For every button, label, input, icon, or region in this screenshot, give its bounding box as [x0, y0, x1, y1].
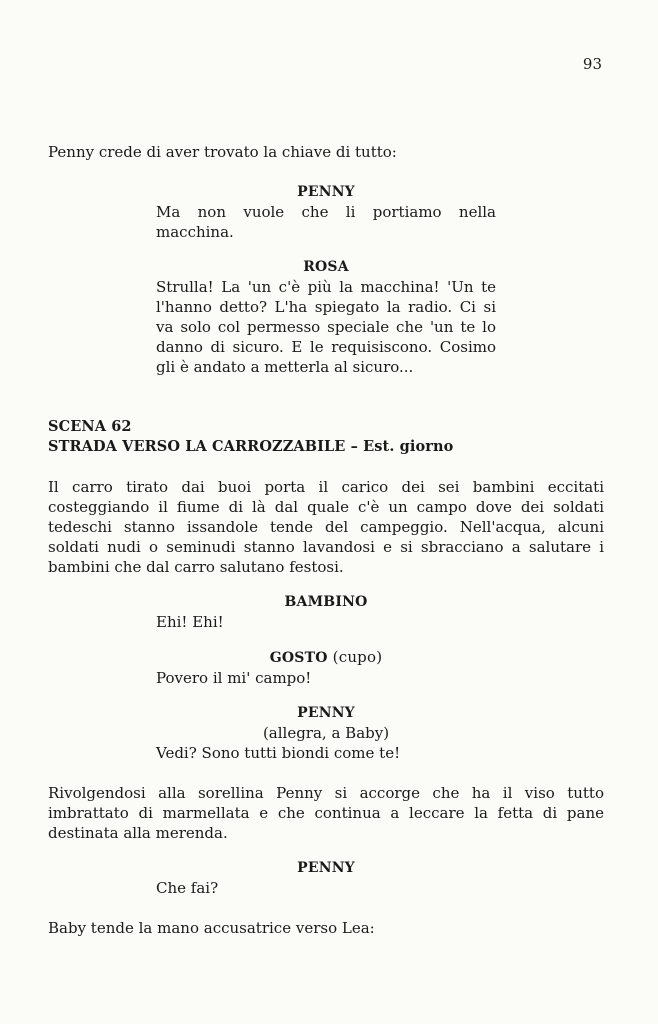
scene-heading: STRADA VERSO LA CARROZZABILE – Est. giorno — [48, 438, 454, 455]
speaker-name: BAMBINO — [284, 594, 368, 610]
dialogue-line: Che fai? — [156, 879, 219, 897]
speaker-name: PENNY — [297, 860, 355, 876]
action-paragraph-4: Baby tende la mano accusatrice verso Lea: — [48, 919, 375, 937]
parenthetical: (allegra, a Baby) — [262, 724, 390, 742]
dialogue-bambino — [156, 592, 496, 632]
page-number: 93 — [582, 55, 602, 73]
dialogue-rosa — [156, 257, 496, 377]
action-paragraph-3: Rivolgendosi alla sorellina Penny si accorge che ha il viso tutto imbrattato di marmellata e che continua a leccare la fetta di pane destinata alla merenda. — [48, 784, 604, 842]
speaker-heading — [156, 647, 496, 668]
dialogue-line: Ehi! Ehi! — [156, 613, 224, 631]
parenthetical: (cupo) — [332, 648, 383, 666]
script-page — [48, 142, 604, 938]
speaker-name: PENNY — [297, 705, 355, 721]
dialogue-line: Strulla! La 'un c'è più la macchina! 'Un te l'hanno detto? L'ha spiegato la radio. Ci si va solo col permesso speciale che 'un te lo danno di sicuro. E le requisiscono. Cosimo gli è andato a metterla al sicuro... — [156, 278, 496, 376]
speaker-name: GOSTO — [269, 650, 328, 666]
dialogue-penny-3 — [156, 858, 496, 898]
dialogue-line: Povero il mi' campo! — [156, 669, 312, 687]
dialogue-line: Vedi? Sono tutti biondi come te! — [156, 744, 401, 762]
dialogue-penny-2 — [156, 703, 496, 763]
dialogue-line: Ma non vuole che li portiamo nella macchina. — [156, 203, 496, 241]
action-paragraph-1: Penny crede di aver trovato la chiave di tutto: — [48, 143, 397, 161]
dialogue-penny-1 — [156, 182, 496, 242]
action-paragraph-2: Il carro tirato dai buoi porta il carico dei sei bambini eccitati costeggiando il fiume di là dal quale c'è un campo dove dei soldati tedeschi stanno issandole tende del campeggio. Nell'acqua, alcuni soldati nudi o seminudi stanno lavandosi e si sbracciano a salutare i bambini che dal carro salutano festosi. — [48, 478, 604, 576]
scene-number: SCENA 62 — [48, 418, 132, 435]
speaker-name: PENNY — [297, 184, 355, 200]
speaker-name: ROSA — [303, 259, 349, 275]
dialogue-gosto — [156, 647, 496, 688]
